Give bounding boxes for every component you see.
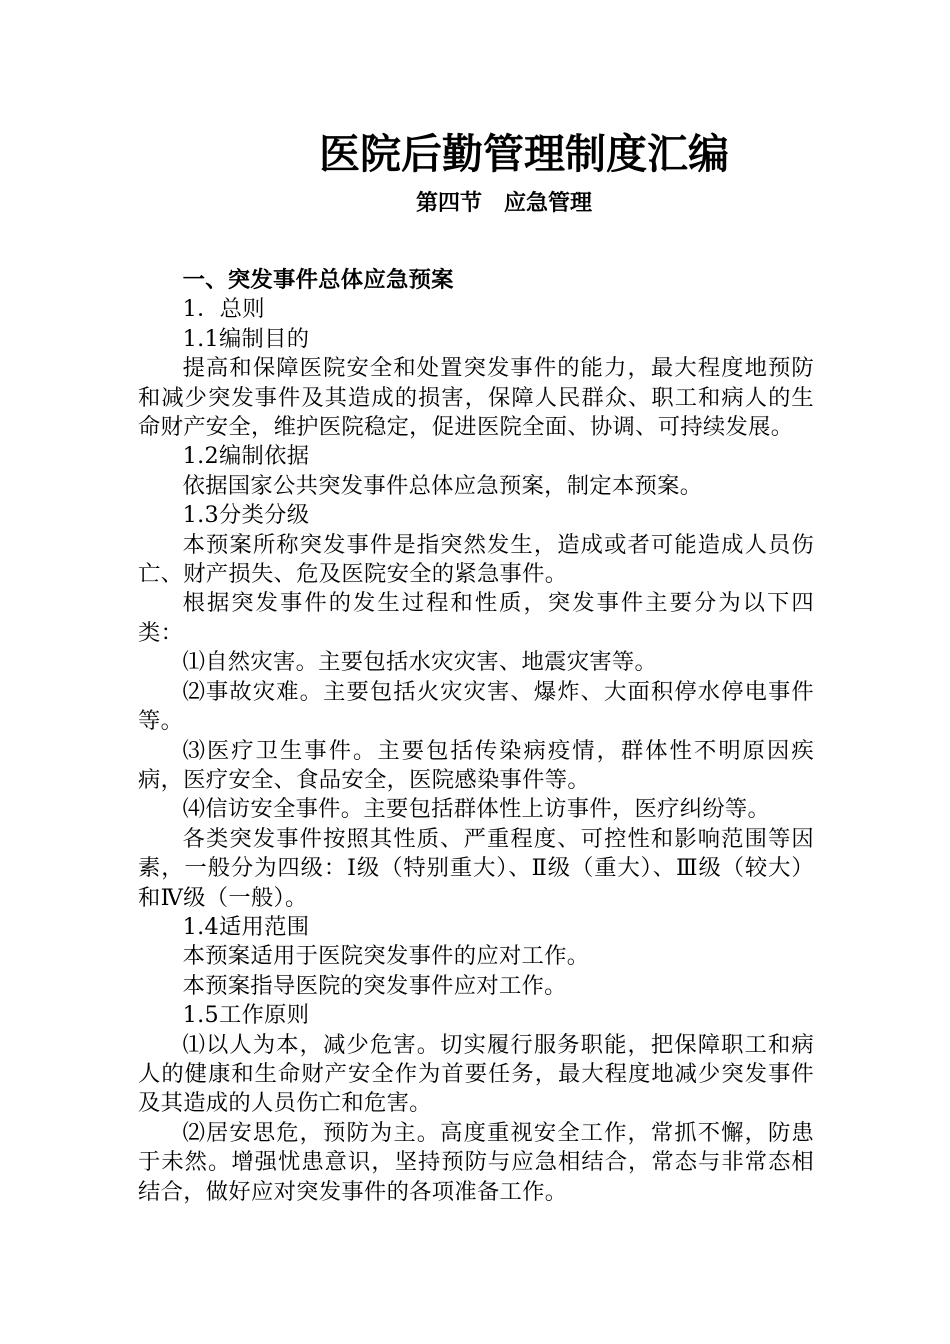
- list-item: ⑴自然灾害。主要包括水灾灾害、地震灾害等。: [182, 649, 658, 676]
- paragraph: 根据突发事件的发生过程和性质，突发事件主要分为以下四类：: [138, 590, 814, 646]
- clause-heading: 1.4适用范围: [182, 913, 310, 940]
- list-item: ⑵事故灾难。主要包括火灾灾害、爆炸、大面积停水停电事件等。: [138, 678, 814, 735]
- list-item: ⑶医疗卫生事件。主要包括传染病疫情，群体性不明原因疾病，医疗安全、食品安全，医院感染事件等。: [138, 737, 814, 793]
- list-item: ⑴以人为本，减少危害。切实履行服务职能，把保障职工和病人的健康和生命财产安全作为首要任务，最大程度地减少突发事件及其造成的人员伤亡和危害。: [138, 1031, 814, 1117]
- paragraph: 提高和保障医院安全和处置突发事件的能力，最大程度地预防和减少突发事件及其造成的损害，保障人民群众、职工和病人的生命财产安全，维护医院稳定，促进医院全面、协调、可持续发展。: [138, 355, 814, 441]
- list-item: ⑵居安思危，预防为主。高度重视安全工作，常抓不懈，防患于未然。增强忧患意识，坚持预防与应急相结合，常态与非常态相结合，做好应对突发事件的各项准备工作。: [138, 1119, 814, 1205]
- paragraph: 各类突发事件按照其性质、严重程度、可控性和影响范围等因素，一般分为四级：Ⅰ级（特别重大）、Ⅱ级（重大）、Ⅲ级（较大）和Ⅳ级（一般）。: [138, 825, 814, 911]
- section-title: 第四节 应急管理: [415, 190, 592, 216]
- clause-heading: 1.3分类分级: [182, 502, 310, 529]
- document-title: 医院后勤管理制度汇编: [319, 130, 729, 178]
- section-heading: 一、突发事件总体应急预案: [182, 267, 454, 293]
- paragraph: 本预案适用于医院突发事件的应对工作。: [182, 943, 590, 970]
- clause-heading: 1.5工作原则: [182, 1002, 310, 1029]
- clause-heading: 1.1编制目的: [182, 325, 310, 352]
- document-page: [138, 128, 814, 1207]
- paragraph: 本预案所称突发事件是指突然发生，造成或者可能造成人员伤亡、财产损失、危及医院安全的紧急事件。: [138, 531, 814, 588]
- subsection-heading: 1．总则: [182, 296, 265, 323]
- paragraph: 依据国家公共突发事件总体应急预案，制定本预案。: [182, 472, 703, 499]
- list-item: ⑷信访安全事件。主要包括群体性上访事件，医疗纠纷等。: [182, 796, 771, 823]
- clause-heading: 1.2编制依据: [182, 443, 310, 470]
- paragraph: 本预案指导医院的突发事件应对工作。: [182, 972, 567, 999]
- document-body: [138, 266, 814, 1207]
